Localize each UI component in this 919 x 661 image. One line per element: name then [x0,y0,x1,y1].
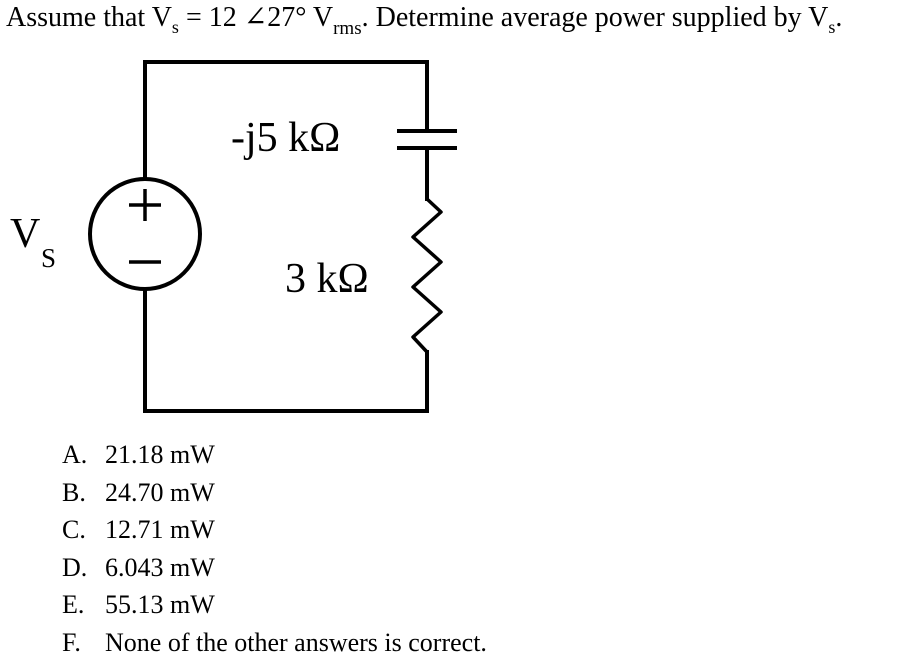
choice-text: 12.71 mW [105,515,215,544]
choice-letter: E. [62,586,105,624]
answer-choices [62,436,487,661]
choice-e[interactable] [62,586,487,624]
choice-text: 24.70 mW [105,478,215,507]
choice-text: 21.18 mW [105,440,215,469]
choice-text: 6.043 mW [105,553,215,582]
source-label-subscript: S [41,243,56,273]
source-label-v: V [10,211,40,257]
question-subscript-rms: rms [333,18,362,39]
question-end: . [835,2,842,33]
choice-letter: B. [62,474,105,512]
choice-text: None of the other answers is correct. [105,628,487,657]
question-subscript-s-2: s [828,17,835,37]
question-subscript-s: s [172,17,179,37]
question-prefix: Assume that V [6,2,172,33]
choice-letter: D. [62,549,105,587]
choice-a[interactable] [62,436,487,474]
resistor-zigzag [413,199,441,352]
question-suffix: . Determine average power supplied by V [362,2,829,33]
choice-f[interactable] [62,624,487,661]
capacitor-label: -j5 kΩ [231,115,340,161]
choice-letter: A. [62,436,105,474]
choice-b[interactable] [62,474,487,512]
choice-letter: C. [62,511,105,549]
resistor-label: 3 kΩ [285,256,369,302]
choice-c[interactable] [62,511,487,549]
question-middle: = 12 ∠27° V [179,2,333,33]
choice-d[interactable] [62,549,487,587]
choice-letter: F. [62,624,105,661]
choice-text: 55.13 mW [105,590,215,619]
